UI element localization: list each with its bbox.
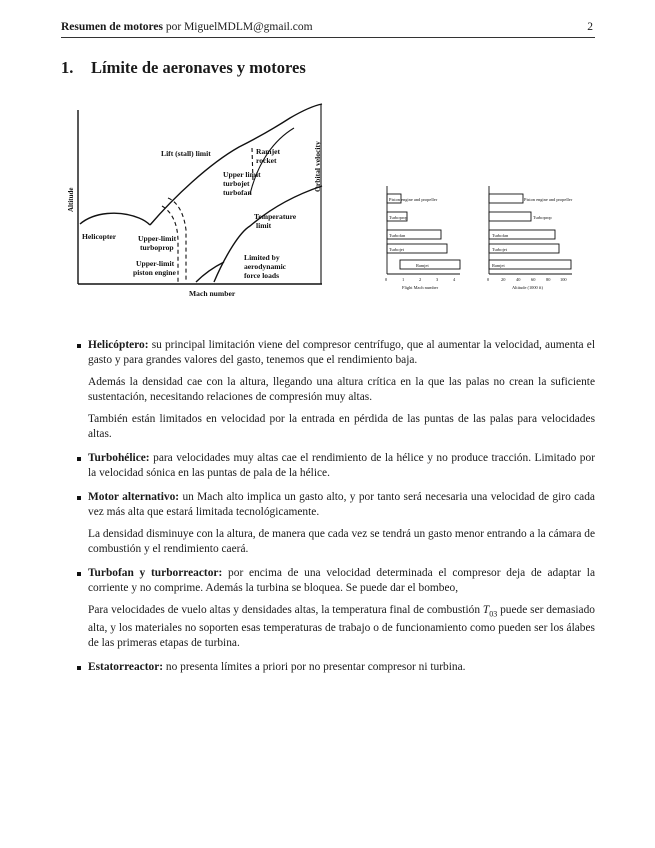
ramjet-label-2: rocket xyxy=(256,156,277,165)
alt-xlabel: Altitude (1000 ft) xyxy=(512,285,543,290)
upper-label-1: Upper limit xyxy=(223,170,261,179)
list-item-term: Motor alternativo: xyxy=(88,491,180,503)
turboprop-label-1: Upper-limit xyxy=(138,234,177,243)
helicopter-curve xyxy=(80,213,150,225)
piston-label-2: piston engine xyxy=(133,268,176,277)
mach-bar-label-4: Turbojet xyxy=(389,247,404,252)
bullet-icon xyxy=(77,344,81,348)
mach-tick-3: 3 xyxy=(436,277,439,282)
mach-bar-label-3: Turbofan xyxy=(389,233,406,238)
upper-label-2: turbojet xyxy=(223,179,250,188)
section-title: Límite de aeronaves y motores xyxy=(91,58,306,77)
ylabel: Altitude xyxy=(67,187,75,212)
list-item-turbohelice xyxy=(61,451,595,481)
list-item-body: su principal limitación viene del compresor centrífugo, que al aumentar la velocidad, aumenta el gasto y para grandes valores del gasto, tenemos que el rendimiento baja. xyxy=(88,339,595,366)
list-item-paragraph: La densidad disminuye con la altura, de manera que cada vez se tendrá un gasto menor entrando a la cámara de combustión y el rendimiento caerá. xyxy=(88,528,595,555)
mach-bar-label-2: Turboprop xyxy=(389,215,408,220)
alt-bar-turboprop xyxy=(489,212,531,221)
bullet-icon xyxy=(77,572,81,576)
altitude-bar-figure xyxy=(484,182,576,294)
t03-before: Para velocidades de vuelo altas y densidades altas, la temperatura final de combustión xyxy=(88,604,483,616)
alt-bar-label-4: Turbojet xyxy=(492,247,507,252)
alt-bar-label-2: Turboprop xyxy=(533,215,552,220)
helicopter-label: Helicopter xyxy=(82,232,117,241)
list-item-text xyxy=(88,338,595,368)
list-item-estatorreactor xyxy=(61,660,595,675)
list-item-paragraph: Además la densidad cae con la altura, llegando una altura crítica en la que las palas no crean la suficiente sustentación, necesitando relaciones de compresión muy altas. xyxy=(88,376,595,403)
t03-subscript: 03 xyxy=(489,609,498,619)
section-heading xyxy=(61,58,306,78)
alt-tick-20: 20 xyxy=(501,277,506,282)
ramjet-label-1: Ramjet xyxy=(256,147,281,156)
list-item-text xyxy=(88,566,595,596)
aero-label-3: force loads xyxy=(244,271,280,280)
list-item-text xyxy=(88,660,595,675)
header-author: por MiguelMDLM@gmail.com xyxy=(165,21,313,33)
list-item-body: no presenta límites a priori por no presentar compresor ni turbina. xyxy=(165,661,466,674)
orbital-label: Orbital velocity xyxy=(313,141,322,192)
mach-bar-ramjet xyxy=(400,260,460,269)
list-item-paragraph: También están limitados en velocidad por la entrada en pérdida de las puntas de las palas para velocidades altas. xyxy=(88,413,595,440)
alt-bar-label-3: Turbofan xyxy=(492,233,509,238)
list-item-body: un Mach alto implica un gasto alto, y por tanto será necesaria una velocidad de giro cada vez más alta que estará limitada tecnológicamente. xyxy=(88,491,595,518)
piston-label-1: Upper-limit xyxy=(136,259,175,268)
turboprop-label-2: turboprop xyxy=(140,243,174,252)
upper-label-3: turbofan xyxy=(223,188,252,197)
bullet-icon xyxy=(77,496,81,500)
mach-bar-label-1: Piston engine and propeller xyxy=(389,197,438,202)
list-item-term: Helicóptero: xyxy=(88,339,149,351)
xlabel: Mach number xyxy=(189,289,236,297)
bullet-icon xyxy=(77,457,81,461)
page-number: 2 xyxy=(587,21,593,33)
temperature-label-2: limit xyxy=(256,221,272,230)
list-item-text xyxy=(88,490,595,520)
aero-label-1: Limited by xyxy=(244,253,280,262)
list-item-paragraph-t03 xyxy=(88,603,595,651)
alt-bar-piston xyxy=(489,194,523,203)
mach-xlabel: Flight Mach number xyxy=(402,285,439,290)
list-item-body: por encima de una velocidad determinada el compresor deja de adaptar la corriente y no comprime. Además la turbina se bloquea. Se puede dar el bombeo, xyxy=(88,567,595,594)
mach-bar-figure xyxy=(382,182,464,294)
alt-tick-60: 60 xyxy=(531,277,536,282)
running-header xyxy=(61,19,595,38)
mach-bar-label-5: Ramjet xyxy=(416,263,429,268)
mach-tick-4: 4 xyxy=(453,277,456,282)
aero-load-curve xyxy=(196,262,224,282)
alt-bar-label-5: Ramjet xyxy=(492,263,505,268)
alt-bar-label-1: Piston engine and propeller xyxy=(524,197,573,202)
section-number: 1. xyxy=(61,58,74,77)
temperature-label-1: Temperature xyxy=(254,212,297,221)
bullet-icon xyxy=(77,666,81,670)
flight-envelope-figure xyxy=(64,102,344,297)
list-item-body: para velocidades muy altas cae el rendimiento de la hélice y no produce tracción. Limitado por la velocidad sónica en las puntas de pala de la hélice. xyxy=(88,452,595,479)
alt-tick-80: 80 xyxy=(546,277,551,282)
lift-label: Lift (stall) limit xyxy=(161,149,211,158)
t03-symbol: T xyxy=(482,604,490,616)
alt-tick-100: 100 xyxy=(560,277,567,282)
alt-tick-40: 40 xyxy=(516,277,521,282)
header-title: Resumen de motores xyxy=(61,21,163,33)
alt-tick-0: 0 xyxy=(487,277,490,282)
list-item-turbofan xyxy=(61,566,595,651)
list-item-motor-alternativo xyxy=(61,490,595,557)
list-item-term: Estatorreactor: xyxy=(88,661,164,674)
mach-tick-1: 1 xyxy=(402,277,405,282)
list-item-helicoptero xyxy=(61,338,595,442)
header-left xyxy=(61,21,313,33)
list-item-term: Turbofan y turborreactor: xyxy=(88,567,223,579)
aero-label-2: aerodynamic xyxy=(244,262,287,271)
mach-tick-2: 2 xyxy=(419,277,422,282)
list-item-term: Turbohélice: xyxy=(88,452,150,464)
mach-tick-0: 0 xyxy=(385,277,388,282)
bullet-list xyxy=(61,338,595,684)
lift-limit-curve xyxy=(150,104,322,225)
t03-after: puede ser demasiado alta, y los materiales no soporten esas temperaturas de trabajo o de funcionamiento como pueden ser los álabes de las primeras etapas de turbina. xyxy=(88,604,595,650)
list-item-text xyxy=(88,451,595,481)
